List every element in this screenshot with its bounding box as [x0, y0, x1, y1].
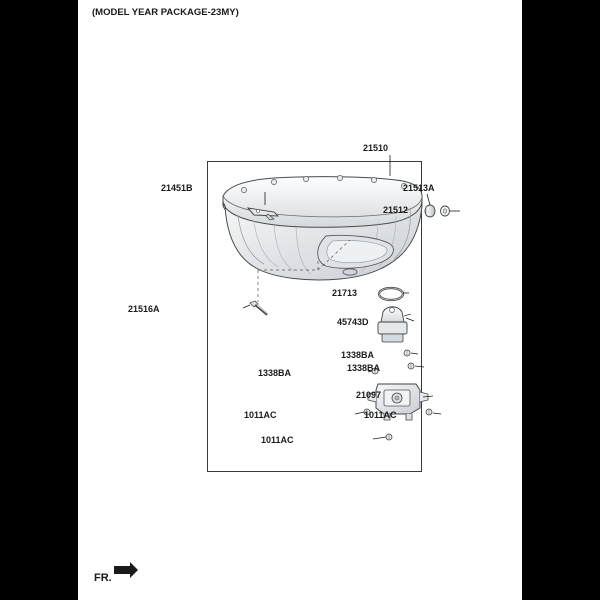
part-label-1338ba-3: 1338BA — [258, 368, 292, 378]
part-label-21516a: 21516A — [128, 304, 160, 314]
part-label-21513a: 21513A — [403, 183, 435, 193]
part-label-21451b: 21451B — [161, 183, 193, 193]
diagram-sheet — [78, 0, 522, 600]
drain-plug-graphic — [425, 205, 450, 217]
part-label-21510: 21510 — [363, 143, 389, 153]
part-label-1338ba-2: 1338BA — [347, 363, 381, 373]
front-arrow-icon — [114, 562, 138, 578]
actuator-45743d-graphic — [378, 307, 411, 342]
part-label-1011ac-1: 1011AC — [244, 410, 277, 420]
front-direction-label: FR. — [94, 572, 112, 584]
part-label-21713: 21713 — [332, 288, 358, 298]
part-label-1338ba-1: 1338BA — [341, 350, 375, 360]
part-label-21512: 21512 — [383, 205, 409, 215]
bolt-21516a-graphic — [250, 301, 268, 315]
oil-pan-graphic — [223, 175, 422, 280]
part-label-45743d: 45743D — [337, 317, 369, 327]
part-label-1011ac-2: 1011AC — [364, 410, 397, 420]
part-label-1011ac-3: 1011AC — [261, 435, 294, 445]
diagram-artwork — [78, 0, 522, 600]
model-year-note: (MODEL YEAR PACKAGE-23MY) — [92, 7, 239, 18]
part-label-21097: 21097 — [356, 390, 382, 400]
o-ring-21713-graphic — [379, 288, 403, 300]
